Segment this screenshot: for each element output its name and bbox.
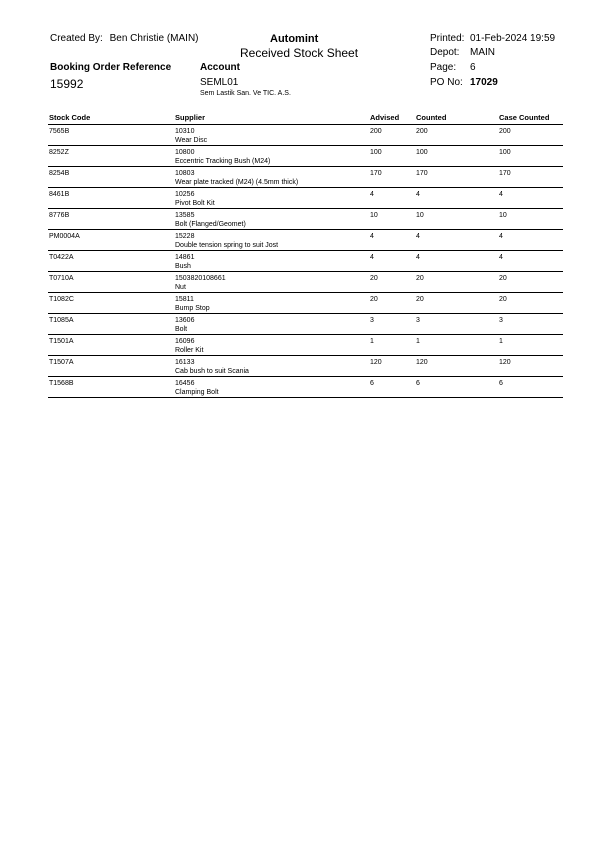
supplier-cell: [175, 232, 370, 250]
counted-cell: 6: [416, 380, 420, 387]
item-description: Wear Disc: [175, 137, 208, 144]
printed-label: Printed:: [430, 33, 465, 44]
company-name: Automint: [270, 33, 319, 45]
supplier-code: 1503820108661: [175, 275, 226, 282]
advised-cell: 4: [370, 191, 374, 198]
supplier-code: 15228: [175, 233, 195, 240]
created-by-label: Created By:: [50, 33, 103, 44]
counted-cell: 170: [416, 170, 428, 177]
counted-cell: 1: [416, 338, 420, 345]
stock-code-cell: PM0004A: [49, 233, 80, 240]
page-label: Page:: [430, 62, 457, 73]
table-body: [48, 125, 563, 398]
printed-value: 01-Feb-2024 19:59: [470, 33, 556, 44]
counted-cell: 4: [416, 233, 420, 240]
stock-code-cell: T0422A: [49, 254, 74, 261]
item-description: Roller Kit: [175, 347, 204, 354]
table-row: [48, 293, 563, 314]
table-row: [48, 251, 563, 272]
stock-code-cell: T0710A: [49, 275, 74, 282]
created-by: [50, 33, 199, 44]
advised-cell: 100: [370, 149, 382, 156]
advised-cell: 20: [370, 275, 378, 282]
counted-cell: 120: [416, 359, 428, 366]
table-row: [48, 209, 563, 230]
col-counted: Counted: [416, 113, 447, 122]
supplier-code: 15811: [175, 296, 194, 303]
supplier-cell: [175, 358, 370, 376]
item-description: Clamping Bolt: [175, 389, 219, 396]
counted-cell: 3: [416, 317, 420, 324]
supplier-code: 16133: [175, 359, 195, 366]
supplier-cell: [175, 337, 370, 355]
counted-cell: 10: [416, 212, 424, 219]
case-counted-cell: 4: [499, 233, 503, 240]
stock-code-cell: 8461B: [49, 191, 70, 198]
table-row: [48, 167, 563, 188]
table-row: [48, 125, 563, 146]
supplier-cell: [175, 211, 370, 229]
advised-cell: 10: [370, 212, 378, 219]
booking-ref-value: 15992: [50, 77, 84, 91]
supplier-cell: [175, 253, 370, 271]
supplier-code: 14861: [175, 254, 195, 261]
case-counted-cell: 6: [499, 380, 503, 387]
case-counted-cell: 20: [499, 275, 507, 282]
col-case-counted: Case Counted: [499, 113, 550, 122]
case-counted-cell: 120: [499, 359, 511, 366]
table-row: [48, 314, 563, 335]
supplier-code: 16456: [175, 380, 195, 387]
supplier-cell: [175, 274, 370, 292]
item-description: Bush: [175, 263, 191, 270]
table-row: [48, 272, 563, 293]
booking-ref-label: Booking Order Reference: [50, 62, 172, 73]
supplier-cell: [175, 295, 370, 313]
case-counted-cell: 1: [499, 338, 503, 345]
page-value: 6: [470, 62, 476, 73]
stock-code-cell: T1501A: [49, 338, 74, 345]
case-counted-cell: 100: [499, 149, 511, 156]
item-description: Eccentric Tracking Bush (M24): [175, 158, 271, 165]
account-label: Account: [200, 62, 240, 73]
col-stock-code: Stock Code: [49, 113, 91, 122]
stock-table: [48, 113, 563, 398]
counted-cell: 100: [416, 149, 428, 156]
created-by-value: Ben Christie (MAIN): [109, 33, 199, 44]
table-row: [48, 335, 563, 356]
stock-code-cell: T1568B: [49, 380, 74, 387]
supplier-code: 10800: [175, 149, 195, 156]
po-value: 17029: [470, 77, 498, 88]
item-description: Pivot Bolt Kit: [175, 200, 215, 207]
supplier-code: 16096: [175, 338, 195, 345]
depot-value: MAIN: [470, 47, 495, 58]
item-description: Cab bush to suit Scania: [175, 368, 249, 375]
account-name: Sem Lastik San. Ve TIC. A.S.: [200, 90, 291, 97]
counted-cell: 4: [416, 191, 420, 198]
case-counted-cell: 3: [499, 317, 503, 324]
case-counted-cell: 4: [499, 191, 503, 198]
stock-code-cell: 8252Z: [49, 149, 69, 156]
supplier-code: 13606: [175, 317, 195, 324]
advised-cell: 20: [370, 296, 378, 303]
advised-cell: 4: [370, 254, 374, 261]
case-counted-cell: 10: [499, 212, 507, 219]
advised-cell: 170: [370, 170, 382, 177]
depot-label: Depot:: [430, 47, 460, 58]
supplier-code: 10310: [175, 128, 195, 135]
account-value: SEML01: [200, 77, 239, 88]
supplier-cell: [175, 316, 370, 334]
supplier-cell: [175, 379, 370, 397]
supplier-code: 13585: [175, 212, 195, 219]
advised-cell: 4: [370, 233, 374, 240]
case-counted-cell: 4: [499, 254, 503, 261]
case-counted-cell: 170: [499, 170, 511, 177]
item-description: Wear plate tracked (M24) (4.5mm thick): [175, 179, 299, 186]
advised-cell: 1: [370, 338, 374, 345]
supplier-code: 10803: [175, 170, 195, 177]
advised-cell: 120: [370, 359, 382, 366]
item-description: Bolt (Flanged/Geomet): [175, 221, 246, 228]
counted-cell: 200: [416, 128, 428, 135]
stock-code-cell: T1082C: [49, 296, 74, 303]
stock-code-cell: T1507A: [49, 359, 74, 366]
item-description: Bolt: [175, 326, 188, 333]
stock-code-cell: 8254B: [49, 170, 70, 177]
supplier-cell: [175, 190, 370, 208]
table-row: [48, 188, 563, 209]
stock-code-cell: 8776B: [49, 212, 70, 219]
item-description: Nut: [175, 284, 186, 291]
supplier-cell: [175, 148, 370, 166]
table-row: [48, 377, 563, 398]
counted-cell: 20: [416, 296, 424, 303]
table-header: [48, 113, 563, 125]
counted-cell: 20: [416, 275, 424, 282]
advised-cell: 6: [370, 380, 374, 387]
col-advised: Advised: [370, 113, 400, 122]
item-description: Bump Stop: [175, 305, 210, 312]
table-row: [48, 146, 563, 167]
report-title: Received Stock Sheet: [240, 46, 359, 60]
case-counted-cell: 20: [499, 296, 507, 303]
supplier-cell: [175, 127, 370, 145]
stock-code-cell: T1085A: [49, 317, 74, 324]
advised-cell: 3: [370, 317, 374, 324]
advised-cell: 200: [370, 128, 382, 135]
supplier-code: 10256: [175, 191, 195, 198]
counted-cell: 4: [416, 254, 420, 261]
table-row: [48, 230, 563, 251]
item-description: Double tension spring to suit Jost: [175, 242, 279, 249]
case-counted-cell: 200: [499, 128, 511, 135]
po-label: PO No:: [430, 77, 463, 88]
stock-code-cell: 7565B: [49, 128, 70, 135]
col-supplier: Supplier: [175, 113, 206, 122]
supplier-cell: [175, 169, 370, 187]
table-row: [48, 356, 563, 377]
